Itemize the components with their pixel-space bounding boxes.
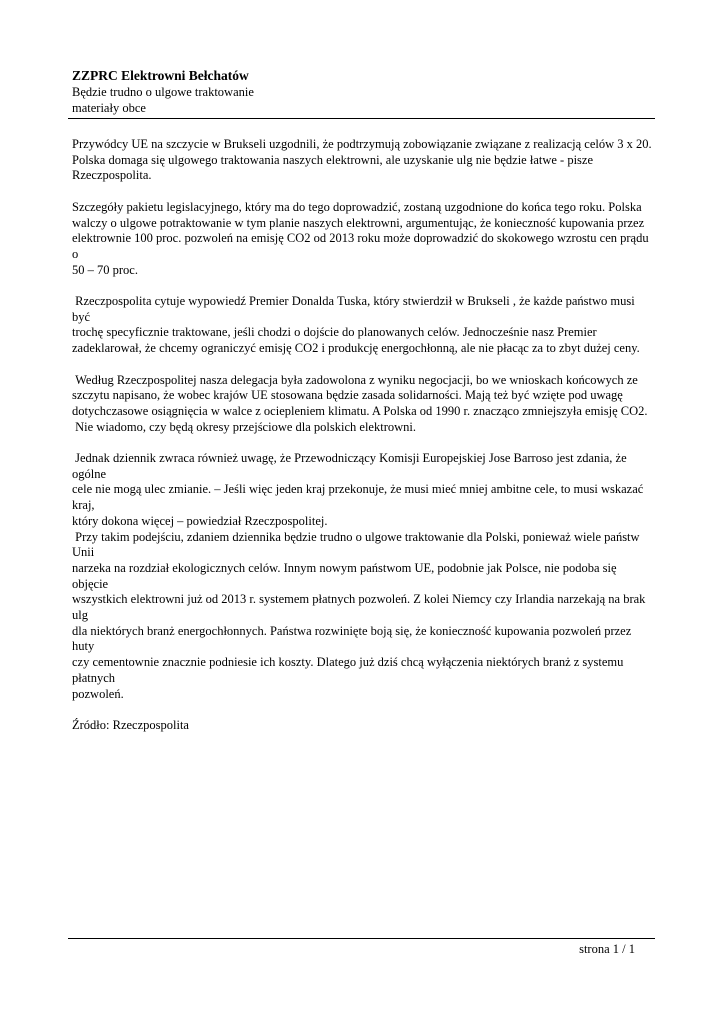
article-body: [72, 137, 652, 749]
organization-title: ZZPRC Elektrowni Bełchatów: [72, 68, 249, 83]
article-paragraph: Rzeczpospolita cytuje wypowiedź Premier Donalda Tuska, który stwierdził w Brukseli , że każde państwo musi być trochę specyficznie traktowane, jeśli chodzi o dojście do planowanych celów. Jednocześnie nasz Premier zadeklarował, że chcemy ograniczyć emisję CO2 i produkcję energochłonną, ale nie płacąc za to zbyt dużej ceny.: [72, 294, 640, 356]
article-category: materiały obce: [72, 101, 146, 115]
document-header: [72, 68, 652, 116]
article-paragraph: Przywódcy UE na szczycie w Brukseli uzgodnili, że podtrzymują zobowiązanie związane z realizacją celów 3 x 20. Polska domaga się ulgowego traktowania naszych elektrowni, ale uzyskanie ulg nie będzie łatwe - pisze Rzeczpospolita.: [72, 137, 652, 183]
article-paragraph: Według Rzeczpospolitej nasza delegacja była zadowolona z wyniku negocjacji, bo we wnioskach końcowych ze szczytu napisano, że wobec krajów UE stosowana będzie zasada solidarności. Mają też być wzięte pod uwagę dotychczasowe osiągnięcia w walce z ociepleniem klimatu. A Polska od 1990 r. znacząco zmniejszyła emisję CO2. Nie wiadomo, czy będą okresy przejściowe dla polskich elektrowni.: [72, 372, 648, 434]
page-number: strona 1 / 1: [579, 942, 635, 956]
footer-divider: [68, 938, 655, 939]
article-paragraph: Jednak dziennik zwraca również uwagę, że Przewodniczący Komisji Europejskiej Jose Barroso jest zdania, że ogólne cele nie mogą ulec zmianie. – Jeśli więc jeden kraj przekonuje, że musi mieć mniej ambitne cele, to musi wskazać kraj, który dokona więcej – powiedział Rzeczpospolitej.: [72, 451, 644, 528]
article-source: Źródło: Rzeczpospolita: [72, 717, 189, 732]
header-divider: [68, 118, 655, 119]
article-paragraph: Szczegóły pakietu legislacyjnego, który ma do tego doprowadzić, zostaną uzgodnione do końca tego roku. Polska walczy o ulgowe potraktowanie w tym planie naszych elektrowni, argumentując, że konieczność kupowania przez elektrownie 100 proc. pozwoleń na emisję CO2 od 2013 roku może doprowadzić do skokowego wzrostu cen prądu o 50 – 70 proc.: [72, 199, 649, 277]
article-title: Będzie trudno o ulgowe traktowanie: [72, 85, 254, 99]
article-paragraph: Przy takim podejściu, zdaniem dziennika będzie trudno o ulgowe traktowanie dla Polski, ponieważ wiele państw Unii narzeka na rozdział ekologicznych celów. Innym nowym państwom UE, podobnie jak Polsce, nie podoba się objęcie wszystkich elektrowni już od 2013 r. systemem płatnych pozwoleń. Z kolei Niemcy czy Irlandia narzekają na brak ulg dla niektórych branż energochłonnych. Państwa rozwinięte boją się, że konieczność kupowania pozwoleń przez huty czy cementownie znacznie podniesie ich koszty. Dlatego już dziś chcą wyłączenia niektórych branż z systemu płatnych pozwoleń.: [72, 529, 646, 701]
